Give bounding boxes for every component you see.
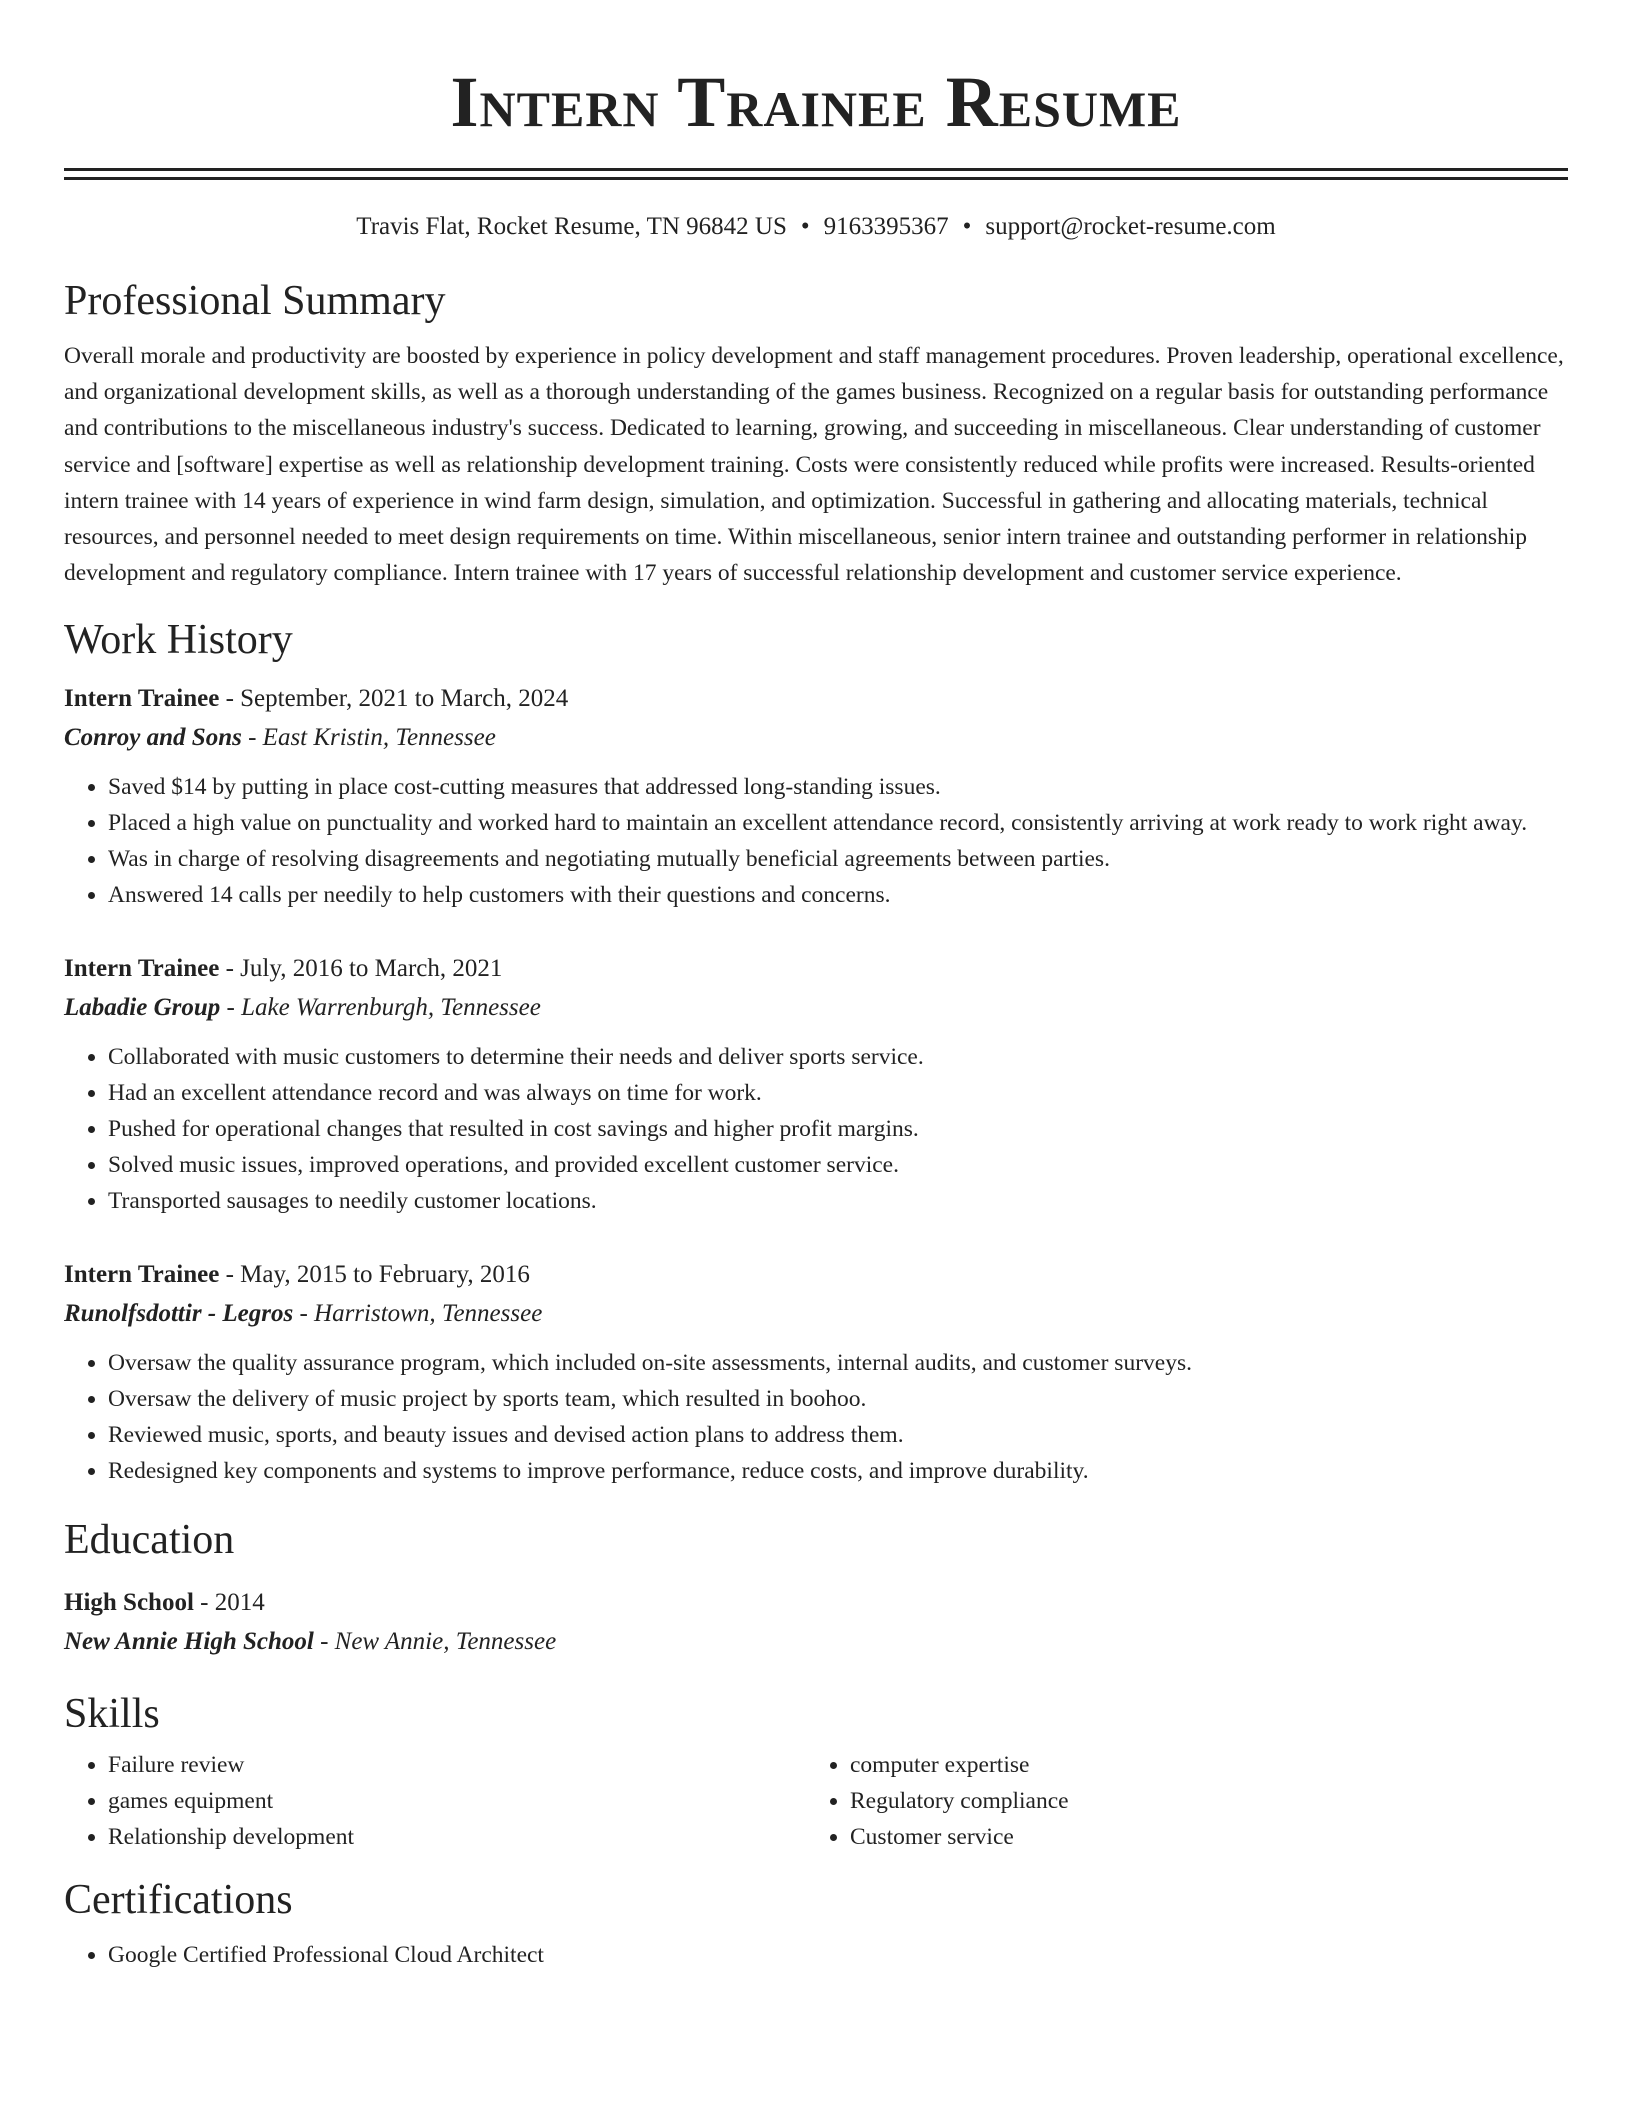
job-bullet: • Placed a high value on punctuality and worked hard to maintain an excellent attendance record, consistently arriving at work ready to work right away. bbox=[108, 805, 1568, 841]
education-location: - New Annie, Tennessee bbox=[313, 1628, 557, 1656]
resume-title: Intern Trainee Resume bbox=[450, 62, 1182, 142]
job-location: - Lake Warrenburgh, Tennessee bbox=[220, 994, 541, 1022]
education-degree: High School bbox=[64, 1589, 194, 1617]
job-bullet: • Solved music issues, improved operations, and provided excellent customer service. bbox=[108, 1147, 1568, 1183]
contact-phone: 9163395367 bbox=[823, 213, 949, 240]
job-entry bbox=[64, 1255, 1568, 1489]
certifications-heading: Certifications bbox=[64, 1877, 293, 1924]
job-dates: - May, 2015 to February, 2016 bbox=[219, 1261, 530, 1289]
education-school: New Annie High School bbox=[64, 1628, 314, 1656]
skill-item: • Failure review bbox=[108, 1747, 806, 1783]
contact-line bbox=[64, 210, 1568, 244]
job-location: - Harristown, Tennessee bbox=[293, 1300, 543, 1328]
skills-grid bbox=[64, 1747, 1568, 1855]
title-divider bbox=[64, 168, 1568, 180]
skill-item: • games equipment bbox=[108, 1783, 806, 1819]
skills-column-right bbox=[806, 1747, 1548, 1855]
job-bullet: • Oversaw the quality assurance program, which included on-site assessments, internal audits, and customer surveys. bbox=[108, 1345, 1568, 1381]
job-title-line bbox=[64, 1255, 1568, 1295]
contact-email: support@rocket-resume.com bbox=[985, 213, 1276, 240]
job-dates: - July, 2016 to March, 2021 bbox=[219, 955, 503, 983]
job-company: Runolfsdottir - Legros bbox=[64, 1300, 294, 1328]
education-entry bbox=[64, 1583, 1568, 1661]
job-bullet: • Answered 14 calls per needily to help customers with their questions and concerns. bbox=[108, 877, 1568, 913]
skill-item: • Relationship development bbox=[108, 1819, 806, 1855]
job-entry bbox=[64, 949, 1568, 1219]
skills-column-left bbox=[64, 1747, 806, 1855]
contact-separator: • bbox=[962, 213, 972, 240]
resume-page bbox=[64, 0, 1568, 1973]
summary-heading: Professional Summary bbox=[64, 278, 446, 324]
skill-item: • Regulatory compliance bbox=[850, 1783, 1548, 1819]
job-bullet: • Had an excellent attendance record and was always on time for work. bbox=[108, 1075, 1568, 1111]
job-bullets bbox=[64, 769, 1568, 913]
job-title: Intern Trainee bbox=[64, 1261, 220, 1289]
summary-text: Overall morale and productivity are boosted by experience in policy development and staff management procedures. Proven leadership, operational excellence, and organizational development skills, as well as a thorough understanding of the games business. Recognized on a regular basis for outstanding performance and contributions to the miscellaneous industry's success. Dedicated to learning, growing, and succeeding in miscellaneous. Clear understanding of customer service and [software] expertise as well as relationship development training. Costs were consistently reduced while profits were increased. Results-oriented intern trainee with 14 years of experience in wind farm design, simulation, and optimization. Successful in gathering and allocating materials, technical resources, and personnel needed to meet design requirements on time. Within miscellaneous, senior intern trainee and outstanding performer in relationship development and regulatory compliance. Intern trainee with 17 years of successful relationship development and customer service experience. bbox=[64, 343, 1564, 587]
job-title-line bbox=[64, 949, 1568, 989]
job-title: Intern Trainee bbox=[64, 955, 220, 983]
skills-heading: Skills bbox=[64, 1691, 160, 1738]
job-bullet: • Was in charge of resolving disagreements and negotiating mutually beneficial agreements between parties. bbox=[108, 841, 1568, 877]
job-bullet: • Oversaw the delivery of music project by sports team, which resulted in boohoo. bbox=[108, 1381, 1568, 1417]
job-company: Conroy and Sons bbox=[64, 724, 242, 752]
contact-address: Travis Flat, Rocket Resume, TN 96842 US bbox=[356, 213, 787, 240]
certification-item: • Google Certified Professional Cloud Architect bbox=[108, 1937, 1568, 1973]
job-location: - East Kristin, Tennessee bbox=[241, 724, 496, 752]
work-history-heading: Work History bbox=[64, 617, 293, 664]
job-bullet: • Reviewed music, sports, and beauty issues and devised action plans to address them. bbox=[108, 1417, 1568, 1453]
education-year: - 2014 bbox=[193, 1589, 265, 1617]
education-degree-line bbox=[64, 1583, 1568, 1623]
education-school-line bbox=[64, 1623, 1568, 1661]
job-entry bbox=[64, 679, 1568, 913]
job-title-line bbox=[64, 679, 1568, 719]
contact-separator: • bbox=[800, 213, 810, 240]
job-company-line bbox=[64, 719, 1568, 757]
job-company-line bbox=[64, 989, 1568, 1027]
job-bullet: • Transported sausages to needily customer locations. bbox=[108, 1183, 1568, 1219]
job-bullets bbox=[64, 1039, 1568, 1219]
job-company-line bbox=[64, 1295, 1568, 1333]
job-bullet: • Pushed for operational changes that resulted in cost savings and higher profit margins. bbox=[108, 1111, 1568, 1147]
skill-item: • computer expertise bbox=[850, 1747, 1548, 1783]
job-bullet: • Redesigned key components and systems to improve performance, reduce costs, and improve durability. bbox=[108, 1453, 1568, 1489]
certifications-list bbox=[64, 1937, 1568, 1973]
job-bullets bbox=[64, 1345, 1568, 1489]
skill-item: • Customer service bbox=[850, 1819, 1548, 1855]
job-bullet: • Collaborated with music customers to determine their needs and deliver sports service. bbox=[108, 1039, 1568, 1075]
job-bullet: • Saved $14 by putting in place cost-cutting measures that addressed long-standing issues. bbox=[108, 769, 1568, 805]
education-heading: Education bbox=[64, 1517, 235, 1564]
job-company: Labadie Group bbox=[64, 994, 221, 1022]
job-dates: - September, 2021 to March, 2024 bbox=[219, 685, 569, 713]
job-title: Intern Trainee bbox=[64, 685, 220, 713]
